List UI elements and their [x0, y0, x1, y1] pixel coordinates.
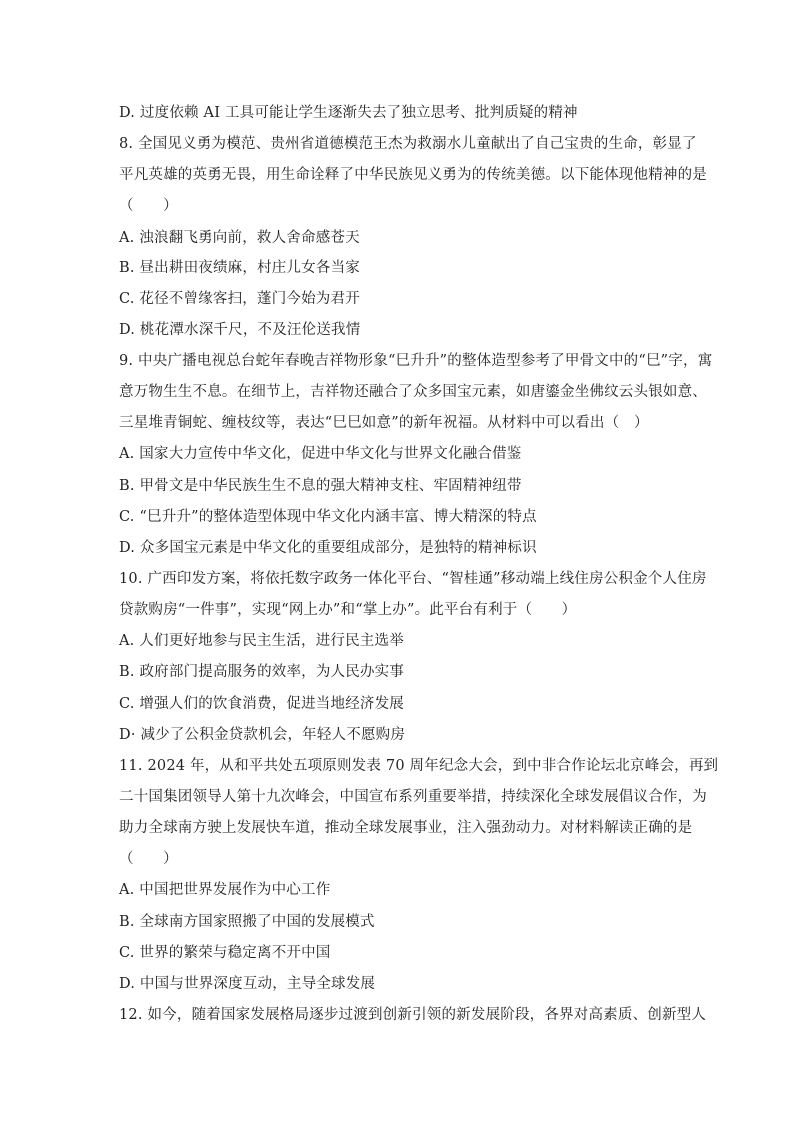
question-8-line-1: 8. 全国见义勇为模范、贵州省道德模范王杰为救溺水儿童献出了自己宝贵的生命，彰显了	[119, 136, 697, 152]
question-9-line-3: 三星堆青铜蛇、缠枝纹等，表达“巳巳如意”的新年祝福。从材料中可以看出（ ）	[119, 415, 649, 431]
option-9d: D. 众多国宝元素是中华文化的重要组成部分，是独特的精神标识	[119, 540, 537, 556]
question-8-line-2: 平凡英雄的英勇无畏，用生命诠释了中华民族见义勇为的传统美德。以下能体现他精神的是	[119, 167, 707, 183]
question-10-line-2: 贷款购房“一件事”，实现“网上办”和“掌上办”。此平台有利于（ ）	[119, 602, 577, 618]
option-9b: B. 甲骨文是中华民族生生不息的强大精神支柱、牢固精神纽带	[119, 478, 522, 494]
question-11-bracket: （ ）	[119, 851, 178, 867]
option-10d: D· 减少了公积金贷款机会，年轻人不愿购房	[119, 727, 406, 743]
question-10-line-1: 10. 广西印发方案，将依托数字政务一体化平台、“智桂通”移动端上线住房公积金个人住房	[119, 571, 707, 587]
option-8c: C. 花径不曾缘客扫，蓬门今始为君开	[119, 291, 360, 307]
option-10c: C. 增强人们的饮食消费，促进当地经济发展	[119, 696, 404, 712]
question-11-line-2: 二十国集团领导人第十九次峰会，中国宣布系列重要举措，持续深化全球发展倡议合作，为	[119, 789, 707, 805]
option-8a: A. 浊浪翻飞勇向前，救人舍命感苍天	[119, 230, 360, 246]
question-11-line-1: 11. 2024 年，从和平共处五项原则发表 70 周年纪念大会，到中非合作论坛北京峰会，再到	[119, 758, 719, 774]
option-8d: D. 桃花潭水深千尺，不及汪伦送我情	[119, 322, 361, 338]
question-9-line-1: 9. 中央广播电视总台蛇年春晚吉祥物形象“巳升升”的整体造型参考了甲骨文中的“巳”字，寓	[119, 353, 713, 369]
option-9c: C. “巳升升”的整体造型体现中华文化内涵丰富、博大精深的特点	[119, 509, 537, 525]
option-9a: A. 国家大力宣传中华文化，促进中华文化与世界文化融合借鉴	[119, 446, 522, 462]
option-7d: D. 过度依赖 AI 工具可能让学生逐渐失去了独立思考、批判质疑的精神	[119, 105, 578, 121]
option-11d: D. 中国与世界深度互动，主导全球发展	[119, 976, 376, 992]
option-11a: A. 中国把世界发展作为中心工作	[119, 882, 331, 898]
option-10a: A. 人们更好地参与民主生活，进行民主选举	[119, 633, 404, 649]
option-11b: B. 全球南方国家照搬了中国的发展模式	[119, 914, 375, 930]
option-10b: B. 政府部门提高服务的效率，为人民办实事	[119, 664, 405, 680]
option-11c: C. 世界的繁荣与稳定离不开中国	[119, 945, 331, 961]
option-8b: B. 昼出耕田夜绩麻，村庄儿女各当家	[119, 260, 360, 276]
question-9-line-2: 意万物生生不息。在细节上，吉祥物还融合了众多国宝元素，如唐鎏金坐佛纹云头银如意、	[119, 384, 707, 400]
question-11-line-3: 助力全球南方驶上发展快车道，推动全球发展事业，注入强劲动力。对材料解读正确的是	[119, 820, 693, 836]
question-8-bracket: （ ）	[119, 198, 178, 214]
question-12-line-1: 12. 如今，随着国家发展格局逐步过渡到创新引领的新发展阶段，各界对高素质、创新型人	[119, 1007, 707, 1023]
